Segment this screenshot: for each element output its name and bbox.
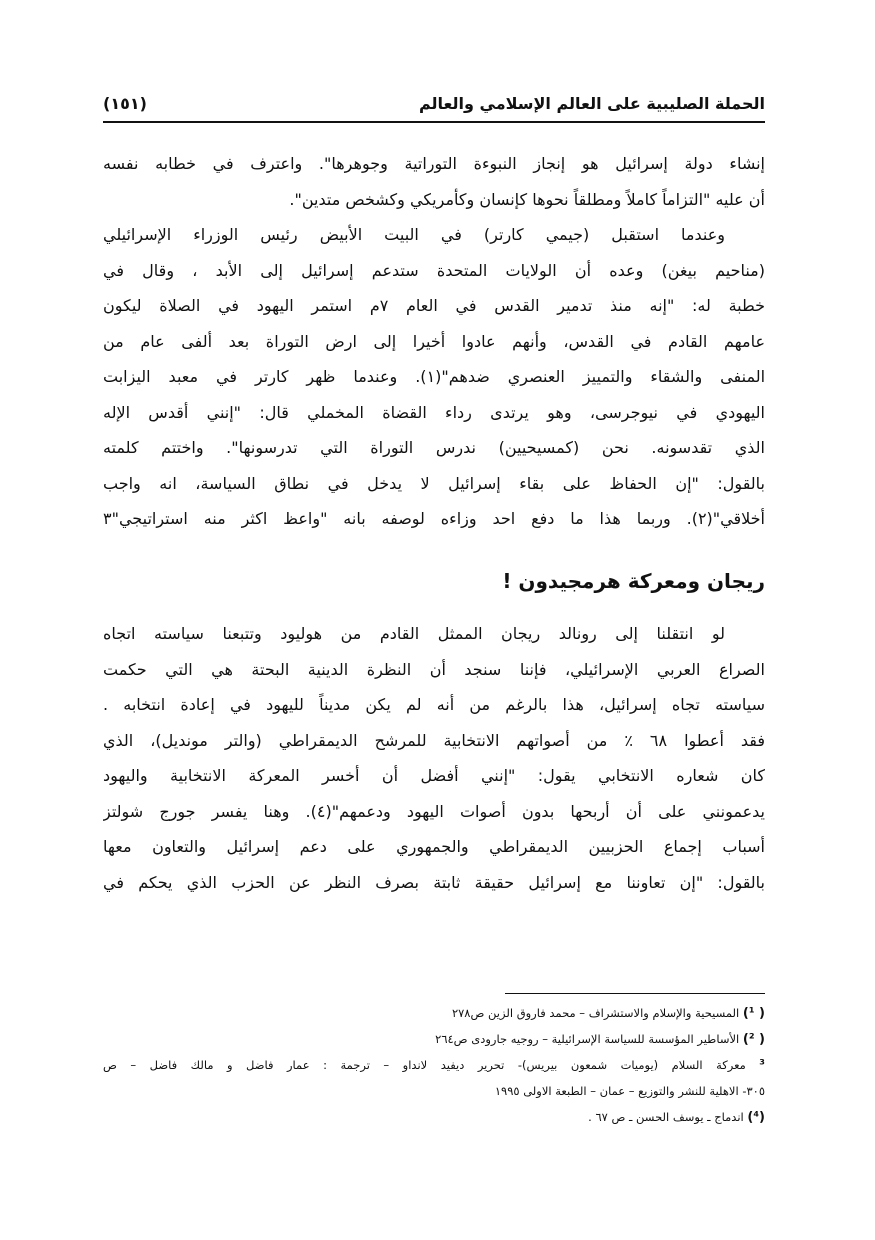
text-line: اليهودي في نيوجرسى، وهو يرتدى رداء القضاة المخملي قال: "إنني أقدس الإله [103, 402, 765, 422]
section-title: ريجان ومعركة هرمجيدون ! [502, 569, 765, 593]
footnote [103, 1052, 765, 1078]
text-line: خطبة له: "إنه منذ تدمير القدس في العام ٧م استمر اليهود في الصلاة ليكون [103, 296, 765, 315]
footnote-marker: ( ²) [742, 1032, 765, 1047]
text-line: عامهم القادم في القدس، وأنهم عادوا أخيرا إلى ارض التوراة بعد ألفى عام من [103, 331, 765, 351]
footnote-text: الأساطير المؤسسة للسياسة الإسرائيلية – روجيه جارودى ص٢٦٤ [435, 1032, 740, 1046]
footnote-continuation [103, 1078, 765, 1104]
footnote-text: ٣٠٥- الاهلية للنشر والتوزيع – عمان – الطبعة الاولى ١٩٩٥ [494, 1084, 765, 1098]
footnote-text: معركة السلام (يوميات شمعون بيريس)- تحرير ديفيد لانداو – ترجمة : عمار فاضل و مالك فاضل – ص [103, 1058, 746, 1072]
paragraph-block-1 [103, 146, 765, 537]
footnote [103, 1104, 765, 1130]
text-line: أن عليه "التزاماً كاملاً ومطلقاً نحوها كإنسان وكأمريكي وكشخص متدين". [289, 189, 765, 209]
footnote-marker: ³ [759, 1058, 765, 1073]
text-line: فقد أعطوا ٦٨ ٪ من أصواتهم الانتخابية للمرشح الديمقراطي (والتر مونديل)، الذي [103, 730, 765, 750]
text-line: يدعمونني على أن أربحها بدون أصوات اليهود ودعمهم"(٤). وهنا يفسر جورج شولتز [103, 801, 765, 821]
footnote-text: المسيحية والإسلام والاستشراف – محمد فاروق الزين ص٢٧٨ [451, 1006, 740, 1020]
footnote-marker: ( ¹) [742, 1006, 765, 1021]
text-line: إنشاء دولة إسرائيل هو إنجاز النبوءة التوراتية وجوهرها". واعترف في خطابه نفسه [103, 154, 765, 173]
footnote [103, 1026, 765, 1052]
text-line: كان شعاره الانتخابي يقول: "إنني أفضل أن أخسر المعركة الانتخابية واليهود [103, 766, 765, 785]
text-line: بالقول: "إن تعاوننا مع إسرائيل حقيقة ثابتة بصرف النظر عن الحزب الذي يحكم في [103, 872, 765, 892]
text-line: الصراع العربي الإسرائيلي، فإننا سنجد أن النظرة الدينية البحتة هي التي حكمت [103, 659, 765, 679]
text-line: سياسته تجاه إسرائيل، هذا بالرغم من أنه لم يكن مديناً لليهود في إعادة انتخابه . [103, 695, 765, 714]
footnotes [103, 1000, 765, 1130]
footnote-text: اندماج ـ يوسف الحسن ـ ص ٦٧ . [588, 1110, 744, 1124]
text-line: وعندما استقبل (جيمي كارتر) في البيت الأبيض رئيس الوزراء الإسرائيلي [103, 225, 725, 244]
header-divider [103, 121, 765, 123]
text-line: بالقول: "إن الحفاظ على بقاء إسرائيل لا يدخل في نطاق السياسة، انه واجب [103, 473, 765, 493]
text-line: لو انتقلنا إلى رونالد ريجان الممثل القادم من هوليود وتتبعنا سياسته اتجاه [103, 624, 725, 643]
footnote-divider [505, 993, 765, 994]
page-number: (١٥١) [103, 93, 147, 113]
text-line: أخلاقي"(٢). وربما هذا ما دفع احد وزاءه لوصفه بانه "واعظ اكثر منه استراتيجي"٣ [103, 509, 765, 528]
paragraph-block-2 [103, 616, 765, 900]
page-header [103, 88, 765, 118]
footnote-marker: (⁴) [747, 1110, 765, 1125]
footnote [103, 1000, 765, 1026]
text-line: أسباب إجماع الحزبيين الديمقراطي والجمهوري على دعم إسرائيل والتعاون معها [103, 837, 765, 856]
text-line: المنفى والشقاء والتمييز العنصري ضدهم"(١). وعندما ظهر كارتر في معبد اليزابت [103, 367, 765, 386]
text-line: الذي تقدسونه. نحن (كمسيحيين) ندرس التوراة التي تدرسونها". واختتم كلمته [103, 438, 765, 457]
text-line: (مناحيم بيغن) وعده أن الولايات المتحدة ستدعم إسرائيل إلى الأبد ، وقال في [103, 260, 765, 280]
book-title: الحملة الصليبية على العالم الإسلامي والعالم [418, 93, 765, 113]
